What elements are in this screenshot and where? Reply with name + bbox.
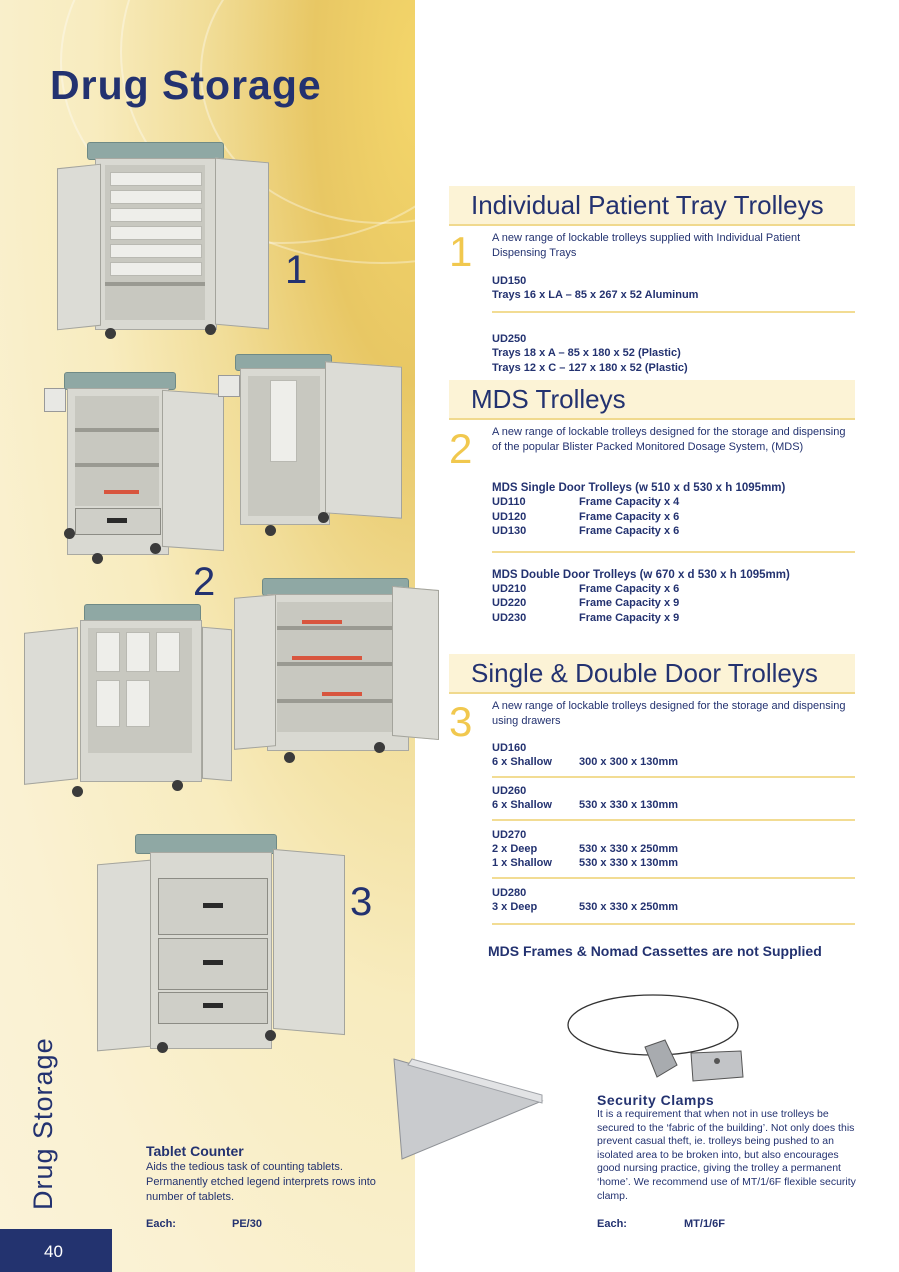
spec-row — [492, 511, 680, 523]
page-number: 40 — [44, 1242, 63, 1261]
security-clamp-image — [565, 985, 750, 1085]
drawer-quantity: 3 x Deep — [492, 901, 538, 913]
spec-row — [492, 496, 680, 508]
product-code: UD230 — [492, 612, 527, 624]
divider — [492, 311, 855, 313]
product-spec: Frame Capacity x 9 — [579, 597, 680, 609]
spec-row — [492, 525, 680, 537]
mds-trolley-image — [42, 368, 232, 573]
subsection-heading: MDS Double Door Trolleys (w 670 x d 530 x h 1095mm) — [492, 569, 790, 581]
tablet-counter-price-row — [146, 1218, 262, 1230]
product-spec: Frame Capacity x 6 — [579, 583, 680, 595]
product-code: UD210 — [492, 583, 527, 595]
section-number: 1 — [449, 228, 473, 275]
spec-row — [492, 901, 679, 913]
product-spec: Frame Capacity x 4 — [579, 496, 680, 508]
drawer-size: 300 x 300 x 130mm — [579, 756, 679, 768]
product-code: UD260 — [492, 785, 527, 797]
drawer-quantity: 6 x Shallow — [492, 799, 552, 811]
product-spec: Trays 18 x A – 85 x 180 x 52 (Plastic) — [492, 347, 681, 359]
section-header-doors — [449, 654, 855, 694]
mds-double-trolley-image — [22, 600, 232, 805]
product-spec: Trays 12 x C – 127 x 180 x 52 (Plastic) — [492, 362, 688, 374]
section-description: A new range of lockable trolleys designed for the storage and dispensing using drawers — [492, 700, 846, 727]
product-code: UD280 — [492, 887, 527, 899]
drawer-quantity: 2 x Deep — [492, 843, 538, 855]
spec-row — [492, 756, 679, 768]
tablet-counter-code: PE/30 — [232, 1218, 262, 1230]
product-code: UD160 — [492, 742, 527, 754]
divider — [492, 923, 855, 925]
tablet-counter-image — [392, 1055, 547, 1165]
drawer-size: 530 x 330 x 250mm — [579, 901, 679, 913]
section-title: MDS Trolleys — [471, 384, 626, 414]
security-clamps-code: MT/1/6F — [684, 1218, 725, 1230]
product-code: UD220 — [492, 597, 527, 609]
drawer-quantity: 6 x Shallow — [492, 756, 552, 768]
spec-row — [492, 857, 679, 869]
security-clamps-price-row — [597, 1218, 725, 1230]
spec-row — [492, 583, 680, 595]
divider — [492, 551, 855, 553]
subsection-heading: MDS Single Door Trolleys (w 510 x d 530 x h 1095mm) — [492, 482, 786, 494]
security-clamps-description: It is a requirement that when not in use trolleys be secured to the ‘fabric of the building’. Not only does this prevent casual theft, ie. trolleys being pushed to an isolated area to be broken into, but also encourages good nursing practice, giving the trolley a permanent ‘home’. We recommend use of MT/1/6F flexible security clamp. — [597, 1108, 856, 1202]
mds-double-trolley-image — [232, 574, 442, 769]
each-label: Each: — [597, 1218, 627, 1230]
divider — [492, 877, 855, 879]
drawer-size: 530 x 330 x 250mm — [579, 843, 679, 855]
section-number: 3 — [449, 698, 473, 745]
drawer-size: 530 x 330 x 130mm — [579, 857, 679, 869]
tablet-counter-title: Tablet Counter — [146, 1143, 244, 1159]
section-number: 2 — [449, 425, 473, 472]
image-number-2: 2 — [193, 560, 216, 604]
tablet-counter-description: Aids the tedious task of counting tablets. Permanently etched legend interprets rows into number of tablets. — [146, 1161, 376, 1203]
section-description: A new range of lockable trolleys supplied with Individual Patient Dispensing Trays — [492, 232, 801, 259]
product-code: UD120 — [492, 511, 527, 523]
image-number-3: 3 — [350, 880, 373, 924]
tray-trolley-image — [55, 140, 275, 350]
section-title: Single & Double Door Trolleys — [471, 658, 818, 688]
spec-row — [492, 843, 679, 855]
each-label: Each: — [146, 1218, 176, 1230]
spec-row — [492, 597, 680, 609]
section-description: A new range of lockable trolleys designed for the storage and dispensing of the popular Blister Packed Monitored Dosage System, (MDS) — [492, 426, 846, 453]
product-spec: Frame Capacity x 6 — [579, 511, 680, 523]
section-title: Individual Patient Tray Trolleys — [471, 190, 824, 220]
mds-trolley-image — [215, 350, 405, 540]
drawer-trolley-image — [95, 830, 355, 1065]
security-clamps-title: Security Clamps — [597, 1092, 715, 1108]
image-number-1: 1 — [285, 248, 308, 292]
drawer-quantity: 1 x Shallow — [492, 857, 552, 869]
product-code: UD270 — [492, 829, 527, 841]
divider — [492, 776, 855, 778]
product-code: UD250 — [492, 333, 527, 345]
product-code: UD130 — [492, 525, 527, 537]
divider — [492, 819, 855, 821]
product-spec: Trays 16 x LA – 85 x 267 x 52 Aluminum — [492, 289, 699, 301]
page-title: Drug Storage — [50, 62, 322, 108]
spec-row — [492, 799, 679, 811]
product-code: UD110 — [492, 496, 526, 508]
product-spec: Frame Capacity x 9 — [579, 612, 680, 624]
section-header-individual — [449, 186, 855, 226]
product-code: UD150 — [492, 275, 527, 287]
product-spec: Frame Capacity x 6 — [579, 525, 680, 537]
drawer-size: 530 x 330 x 130mm — [579, 799, 679, 811]
section-header-mds — [449, 380, 855, 420]
supply-notice: MDS Frames & Nomad Cassettes are not Supplied — [488, 943, 822, 959]
side-label: Drug Storage — [28, 1037, 58, 1210]
spec-row — [492, 612, 680, 624]
